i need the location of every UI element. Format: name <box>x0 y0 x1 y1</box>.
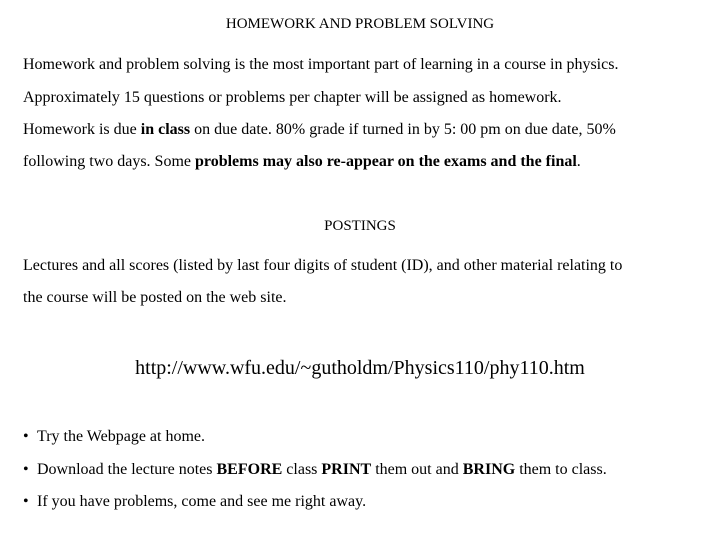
homework-line-4 <box>23 153 581 171</box>
homework-line-3-bold: in class <box>140 121 191 138</box>
homework-line-2: Approximately 15 questions or problems per chapter will be assigned as homework. <box>23 89 562 106</box>
bullet-item-2-text-e: them out and <box>371 461 463 478</box>
homework-line-3-text-a: Homework is due <box>23 121 141 138</box>
bullet-item-2-bold-bring: BRING <box>462 461 516 478</box>
homework-line-3-text-c: on due date. 80% grade if turned in by 5: 00 pm on due date, 50% <box>190 121 616 138</box>
bullet-item-3-text: If you have problems, come and see me right away. <box>37 493 367 510</box>
bullet-item-1-text: Try the Webpage at home. <box>37 428 206 445</box>
bullet-item-2-text-g: them to class. <box>515 461 607 478</box>
postings-line-1: Lectures and all scores (listed by last four digits of student (ID), and other material relating to <box>23 257 623 274</box>
postings-heading: POSTINGS <box>324 218 396 234</box>
bullet-item-2 <box>23 461 607 479</box>
bullet-item-3 <box>23 493 366 511</box>
bullet-item-2-text-c: class <box>282 461 322 478</box>
homework-line-3 <box>23 121 616 139</box>
homework-line-4-text-c: . <box>576 153 581 170</box>
bullet-item-2-bold-before: BEFORE <box>216 461 283 478</box>
bullet-marker: • <box>23 493 29 510</box>
homework-line-4-text-a: following two days. Some <box>23 153 195 170</box>
homework-line-4-bold: problems may also re-appear on the exams and the final <box>195 153 577 170</box>
postings-line-2: the course will be posted on the web site. <box>23 289 287 306</box>
bullet-item-2-text-a: Download the lecture notes <box>37 461 217 478</box>
course-website-url: http://www.wfu.edu/~gutholdm/Physics110/phy110.htm <box>135 357 585 379</box>
bullet-item-2-bold-print: PRINT <box>321 461 372 478</box>
homework-line-1: Homework and problem solving is the most important part of learning in a course in physics. <box>23 56 619 73</box>
homework-heading: HOMEWORK AND PROBLEM SOLVING <box>225 16 495 32</box>
bullet-marker: • <box>23 461 29 478</box>
bullet-marker: • <box>23 428 29 445</box>
bullet-item-1 <box>23 428 205 446</box>
